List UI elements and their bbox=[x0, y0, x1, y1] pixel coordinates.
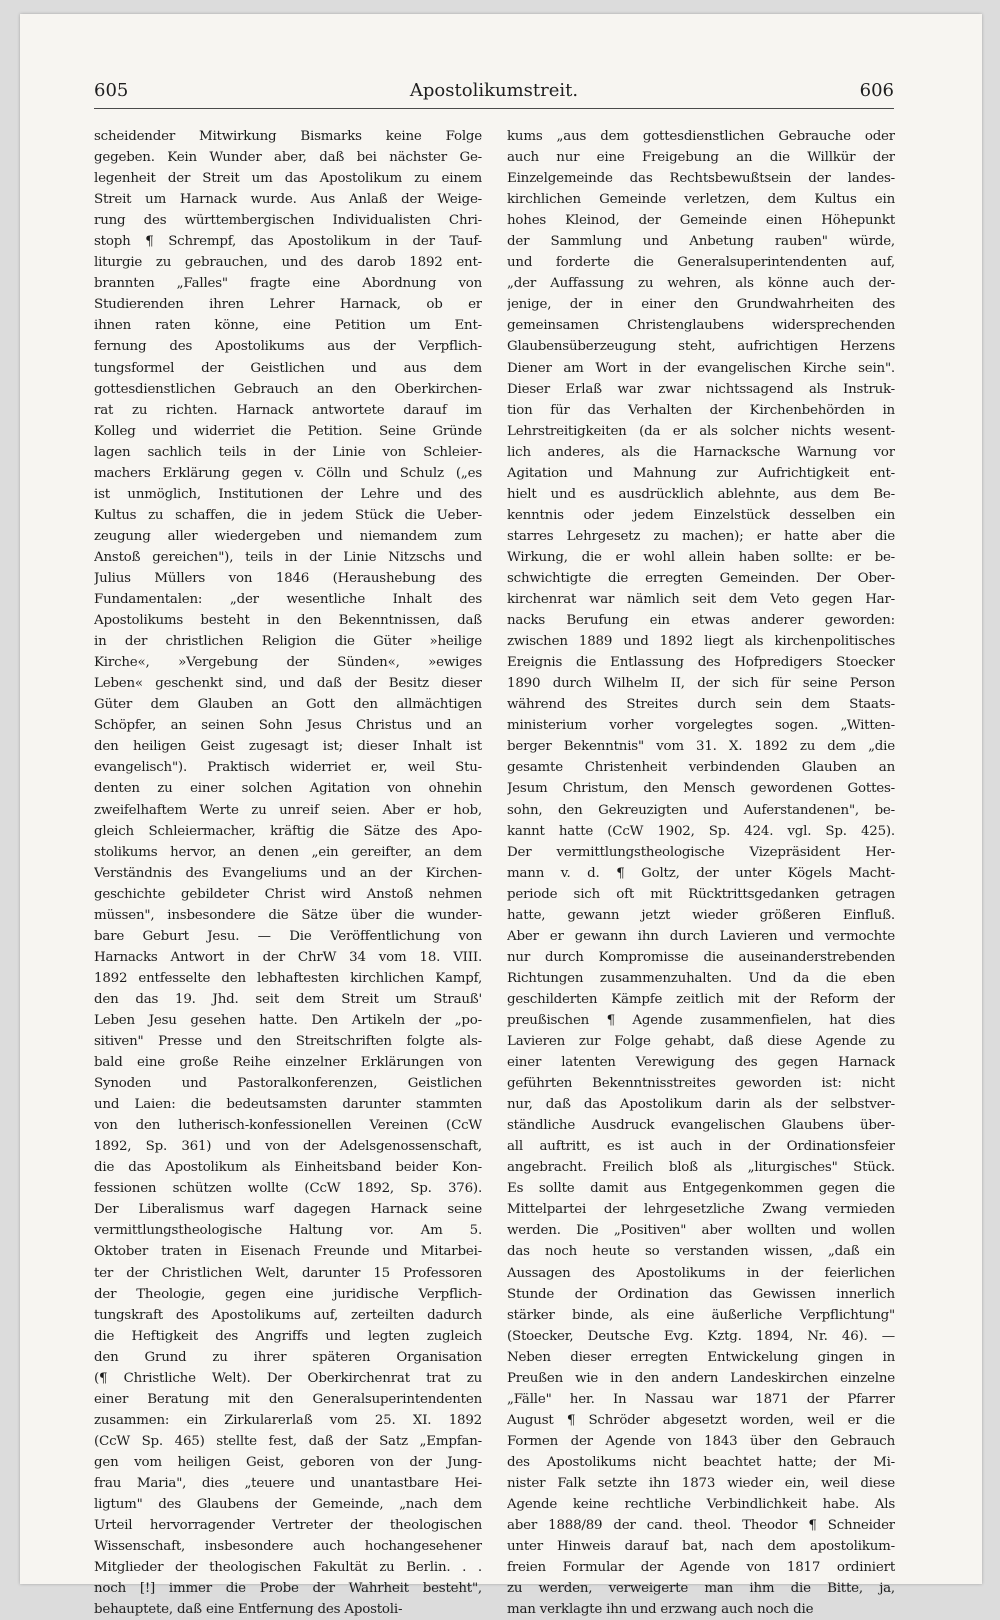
text-line: Der Liberalismus warf dagegen Harnack seine bbox=[94, 1202, 482, 1218]
right-page-number: 606 bbox=[859, 80, 894, 101]
text-line: „Fälle" her. In Nassau war 1871 der Pfarrer bbox=[507, 1391, 895, 1407]
text-line: noch [!] immer die Probe der Wahrheit besteht", bbox=[94, 1581, 482, 1597]
text-line: die Heftigkeit des Angriffs und legten zugleich bbox=[94, 1328, 482, 1344]
text-line: zweifelhaftem Werte zu unreif seien. Aber er hob, bbox=[94, 802, 482, 818]
text-line: während des Streites durch sein dem Staats- bbox=[507, 697, 895, 713]
text-line: Kultus zu schaffen, die in jedem Stück die Ueber- bbox=[94, 507, 482, 523]
text-line: scheidender Mitwirkung Bismarks keine Folge bbox=[94, 129, 482, 144]
text-line: Studierenden ihren Lehrer Harnack, ob er bbox=[94, 297, 482, 313]
text-line: Harnacks Antwort in der ChrW 34 vom 18. VIII. bbox=[94, 949, 482, 965]
text-line: 1892 entfesselte den lebhaftesten kirchlichen Kampf, bbox=[94, 970, 482, 986]
text-line: den das 19. Jhd. seit dem Streit um Strauß' bbox=[94, 991, 482, 1007]
text-line: evangelisch"). Praktisch widerriet er, weil Stu- bbox=[94, 760, 482, 776]
text-line: tion für das Verhalten der Kirchenbehörden in bbox=[507, 402, 895, 418]
text-line: Richtungen zusammenzuhalten. Und da die eben bbox=[507, 970, 895, 986]
header-rule bbox=[94, 108, 894, 109]
text-line: Oktober traten in Eisenach Freunde und Mitarbei- bbox=[94, 1244, 482, 1260]
text-line: bald eine große Reihe einzelner Erklärungen von bbox=[94, 1055, 482, 1071]
text-line: Preußen wie in den andern Landeskirchen einzelne bbox=[507, 1370, 895, 1386]
text-line: mann v. d. ¶ Goltz, der unter Kögels Macht- bbox=[507, 865, 895, 881]
text-line: den Grund zu ihrer späteren Organisation bbox=[94, 1349, 482, 1365]
text-line: Aussagen des Apostolikums in der feierlichen bbox=[507, 1265, 895, 1281]
text-line: das noch heute so verstanden wissen, „daß ein bbox=[507, 1244, 895, 1260]
text-line: geführten Bekenntnisstreites geworden ist: nicht bbox=[507, 1076, 895, 1092]
text-line: aber 1888/89 der cand. theol. Theodor ¶ Schneider bbox=[507, 1518, 895, 1534]
text-line: berger Bekenntnis" vom 31. X. 1892 zu dem „die bbox=[507, 739, 895, 755]
text-line: gemeinsamen Christenglaubens widersprechenden bbox=[507, 318, 895, 334]
text-line: Julius Müllers von 1846 (Heraushebung des bbox=[94, 570, 482, 586]
text-line: Mittelpartei der lehrgesetzliche Zwang vermieden bbox=[507, 1202, 895, 1218]
text-line: Formen der Agende von 1843 über den Gebrauch bbox=[507, 1433, 895, 1449]
text-line: nacks Berufung ein etwas anderer geworden: bbox=[507, 613, 895, 629]
text-line: all auftritt, es ist auch in der Ordinationsfeier bbox=[507, 1139, 895, 1155]
text-line: stärker binde, als eine äußerliche Verpflichtung" bbox=[507, 1307, 895, 1323]
text-line: starres Lehrgesetz zu machen); er hatte aber die bbox=[507, 528, 895, 544]
text-line: (CcW Sp. 465) stellte fest, daß der Satz „Empfan- bbox=[94, 1433, 482, 1449]
text-line: Apostolikums besteht in den Bekenntnissen, daß bbox=[94, 613, 482, 629]
text-line: Fundamentalen: „der wesentliche Inhalt des bbox=[94, 592, 482, 608]
text-line: fernung des Apostolikums aus der Verpflich- bbox=[94, 339, 482, 355]
text-line: fessionen schützen wollte (CcW 1892, Sp. 376). bbox=[94, 1181, 482, 1197]
text-line: nur, daß das Apostolikum darin als der selbstver- bbox=[507, 1097, 895, 1113]
text-line: kannt hatte (CcW 1902, Sp. 424. vgl. Sp. 425). bbox=[507, 823, 895, 839]
page-header bbox=[94, 80, 894, 108]
text-line: (Stoecker, Deutsche Evg. Kztg. 1894, Nr. 46). — bbox=[507, 1328, 895, 1344]
text-line: Diener am Wort in der evangelischen Kirche sein". bbox=[507, 360, 895, 376]
text-line: brannten „Falles" fragte eine Abordnung von bbox=[94, 276, 482, 292]
text-line: Leben Jesu gesehen hatte. Den Artikeln der „po- bbox=[94, 1012, 482, 1028]
text-line: den heiligen Geist zugesagt ist; dieser Inhalt ist bbox=[94, 739, 482, 755]
text-line: Es sollte damit aus Entgegenkommen gegen die bbox=[507, 1181, 895, 1197]
text-line: man verklagte ihn und erzwang auch noch die bbox=[507, 1602, 814, 1618]
text-line: ministerium vorher vorgelegtes sogen. „Witten- bbox=[507, 718, 895, 734]
text-line: Jesum Christum, den Mensch gewordenen Gottes- bbox=[507, 781, 895, 797]
text-line: (¶ Christliche Welt). Der Oberkirchenrat trat zu bbox=[94, 1370, 482, 1386]
text-line: in der christlichen Religion die Güter »heilige bbox=[94, 634, 482, 650]
text-line: Güter dem Glauben an Gott den allmächtigen bbox=[94, 697, 482, 713]
text-line: Verständnis des Evangeliums und an der Kirchen- bbox=[94, 865, 482, 881]
text-line: Ereignis die Entlassung des Hofpredigers Stoecker bbox=[507, 655, 895, 671]
right-text-column bbox=[507, 126, 895, 1620]
text-line: die das Apostolikum als Einheitsband beider Kon- bbox=[94, 1160, 482, 1176]
text-line: geschichte gebildeter Christ wird Anstoß nehmen bbox=[94, 886, 482, 902]
text-line: kums „aus dem gottesdienstlichen Gebrauche oder bbox=[507, 129, 895, 144]
text-line: Der vermittlungstheologische Vizepräsident Her- bbox=[507, 844, 895, 860]
text-line: Dieser Erlaß war zwar nichtssagend als Instruk- bbox=[507, 381, 895, 397]
text-line: Wissenschaft, insbesondere auch hochangesehener bbox=[94, 1539, 482, 1555]
text-line: ihnen raten könne, eine Petition um Ent- bbox=[94, 318, 482, 334]
text-line: schwichtigte die erregten Gemeinden. Der Ober- bbox=[507, 570, 895, 586]
text-line: tungskraft des Apostolikums auf, zerteilten dadurch bbox=[94, 1307, 482, 1323]
text-line: gesamte Christenheit verbindenden Glauben an bbox=[507, 760, 895, 776]
text-line: Neben dieser erregten Entwickelung gingen in bbox=[507, 1349, 895, 1365]
text-line: nur durch Kompromisse die auseinanderstrebenden bbox=[507, 949, 895, 965]
text-line: auch nur eine Freigebung an die Willkür der bbox=[507, 150, 895, 166]
text-line: zusammen: ein Zirkularerlaß vom 25. XI. 1892 bbox=[94, 1412, 482, 1428]
text-line: der Theologie, gegen eine juridische Verpflich- bbox=[94, 1286, 482, 1302]
text-line: Schöpfer, an seinen Sohn Jesus Christus und an bbox=[94, 718, 482, 734]
text-line: gleich Schleiermacher, kräftig die Sätze des Apo- bbox=[94, 823, 482, 839]
text-line: hatte, gewann jetzt wieder größeren Einfluß. bbox=[507, 907, 895, 923]
text-line: Agitation und Mahnung zur Aufrichtigkeit ent- bbox=[507, 465, 895, 481]
text-line: Stunde der Ordination das Gewissen innerlich bbox=[507, 1286, 895, 1302]
text-line: Mitglieder der theologischen Fakultät zu Berlin. . . bbox=[94, 1560, 482, 1576]
text-line: behauptete, daß eine Entfernung des Apostoli- bbox=[94, 1602, 403, 1618]
text-line: periode sich oft mit Rücktrittsgedanken getragen bbox=[507, 886, 895, 902]
text-line: Wirkung, die er wohl allein haben sollte: er be- bbox=[507, 549, 895, 565]
text-line: kirchlichen Gemeinde verletzen, dem Kultus ein bbox=[507, 192, 895, 208]
text-line: von den lutherisch-konfessionellen Vereinen (CcW bbox=[94, 1118, 482, 1134]
text-line: des Apostolikums nicht beachtet hatte; der Mi- bbox=[507, 1454, 895, 1470]
text-line: liturgie zu gebrauchen, und des darob 1892 ent- bbox=[94, 255, 482, 271]
text-line: freien Formular der Agende von 1817 ordiniert bbox=[507, 1560, 895, 1576]
text-line: der Sammlung und Anbetung rauben" würde, bbox=[507, 234, 895, 250]
text-line: werden. Die „Positiven" aber wollten und wollen bbox=[507, 1223, 895, 1239]
text-line: Kirche«, »Vergebung der Sünden«, »ewiges bbox=[94, 655, 482, 671]
text-line: stolikums hervor, an denen „ein gereifter, an dem bbox=[94, 844, 482, 860]
text-line: denten zu einer solchen Agitation von ohnehin bbox=[94, 781, 482, 797]
text-line: geschilderten Kämpfe zeitlich mit der Reform der bbox=[507, 991, 895, 1007]
text-line: angebracht. Freilich bloß als „liturgisches" Stück. bbox=[507, 1160, 895, 1176]
text-line: und forderte die Generalsuperintendenten auf, bbox=[507, 255, 895, 271]
text-line: zu werden, verweigerte man ihm die Bitte, ja, bbox=[507, 1581, 895, 1597]
text-line: Einzelgemeinde das Rechtsbewußtsein der landes- bbox=[507, 171, 895, 187]
text-line: 1890 durch Wilhelm II, der sich für seine Person bbox=[507, 676, 895, 692]
text-line: Agende keine rechtliche Verbindlichkeit habe. Als bbox=[507, 1497, 895, 1513]
text-line: Lavieren zur Folge gehabt, daß diese Agende zu bbox=[507, 1034, 895, 1050]
text-line: legenheit der Streit um das Apostolikum zu einem bbox=[94, 171, 482, 187]
text-line: Kolleg und widerriet die Petition. Seine Gründe bbox=[94, 423, 482, 439]
text-line: frau Maria", dies „teuere und unantastbare Hei- bbox=[94, 1476, 482, 1491]
text-line: zeugung aller wiedergeben und niemandem zum bbox=[94, 528, 482, 544]
text-line: gegeben. Kein Wunder aber, daß bei nächster Ge- bbox=[94, 150, 482, 166]
text-line: jenige, der in einer den Grundwahrheiten des bbox=[507, 297, 895, 313]
text-line: Streit um Harnack wurde. Aus Anlaß der Weige- bbox=[94, 192, 482, 208]
text-line: und Laien: die bedeutsamsten darunter stammten bbox=[94, 1097, 482, 1113]
text-line: Lehrstreitigkeiten (da er als solcher nichts wesent- bbox=[507, 423, 895, 439]
text-line: ständliche Ausdruck evangelischen Glaubens über- bbox=[507, 1118, 895, 1134]
text-line: vermittlungstheologische Haltung vor. Am 5. bbox=[94, 1223, 482, 1239]
text-line: lagen sachlich teils in der Linie von Schleier- bbox=[94, 444, 482, 460]
text-line: preußischen ¶ Agende zusammenfielen, hat dies bbox=[507, 1012, 895, 1028]
text-line: Urteil hervorragender Vertreter der theologischen bbox=[94, 1518, 482, 1534]
text-line: einer Beratung mit den Generalsuperintendenten bbox=[94, 1391, 482, 1407]
text-line: hohes Kleinod, der Gemeinde einen Höhepunkt bbox=[507, 213, 895, 229]
text-line: tungsformel der Geistlichen und aus dem bbox=[94, 360, 482, 376]
text-line: zwischen 1889 und 1892 liegt als kirchenpolitisches bbox=[507, 634, 895, 650]
text-line: gen vom heiligen Geist, geboren von der Jung- bbox=[94, 1454, 482, 1470]
text-line: Aber er gewann ihn durch Lavieren und vermochte bbox=[507, 928, 895, 944]
text-line: August ¶ Schröder abgesetzt worden, weil er die bbox=[507, 1412, 895, 1428]
text-line: „der Auffassung zu wehren, als könne auch der- bbox=[507, 276, 895, 292]
text-line: machers Erklärung gegen v. Cölln und Schulz („es bbox=[94, 465, 482, 481]
text-line: ligtum" des Glaubens der Gemeinde, „nach dem bbox=[94, 1497, 482, 1513]
text-line: Glaubensüberzeugung steht, aufrichtigen Herzens bbox=[507, 339, 895, 355]
left-page-number: 605 bbox=[94, 80, 129, 101]
text-line: nister Falk setzte ihn 1873 wieder ein, weil diese bbox=[507, 1476, 895, 1491]
text-line: bare Geburt Jesu. — Die Veröffentlichung von bbox=[94, 928, 482, 944]
text-line: ist unmöglich, Institutionen der Lehre und des bbox=[94, 486, 482, 502]
text-line: rung des württembergischen Individualisten Chri- bbox=[94, 213, 482, 229]
text-line: gottesdienstlichen Gebrauch an den Oberkirchen- bbox=[94, 381, 482, 397]
text-line: hielt und es ausdrücklich ablehnte, aus dem Be- bbox=[507, 486, 895, 502]
text-line: müssen", insbesondere die Sätze über die wunder- bbox=[94, 907, 482, 923]
text-line: einer latenten Verewigung des gegen Harnack bbox=[507, 1055, 895, 1071]
text-line: Anstoß gereichen"), teils in der Linie Nitzschs und bbox=[94, 549, 482, 565]
text-line: kirchenrat war nämlich seit dem Veto gegen Har- bbox=[507, 592, 895, 608]
text-line: stoph ¶ Schrempf, das Apostolikum in der Tauf- bbox=[94, 234, 482, 250]
text-line: sitiven" Presse und den Streitschriften folgte als- bbox=[94, 1034, 482, 1050]
text-line: ter der Christlichen Welt, darunter 15 Professoren bbox=[94, 1265, 482, 1281]
text-line: Synoden und Pastoralkonferenzen, Geistlichen bbox=[94, 1076, 482, 1092]
text-line: unter Hinweis darauf bat, nach dem apostolikum- bbox=[507, 1539, 895, 1555]
text-line: sohn, den Gekreuzigten und Auferstandenen", be- bbox=[507, 802, 895, 818]
text-line: rat zu richten. Harnack antwortete darauf im bbox=[94, 402, 482, 418]
text-line: 1892, Sp. 361) und von der Adelsgenossenschaft, bbox=[94, 1139, 482, 1155]
text-line: kenntnis oder jedem Einzelstück desselben ein bbox=[507, 507, 895, 523]
text-line: lich anderes, als die Harnacksche Warnung vor bbox=[507, 444, 895, 460]
left-text-column bbox=[94, 126, 482, 1620]
running-title: Apostolikumstreit. bbox=[409, 80, 579, 101]
text-line: Leben« geschenkt sind, und daß der Besitz dieser bbox=[94, 676, 482, 692]
